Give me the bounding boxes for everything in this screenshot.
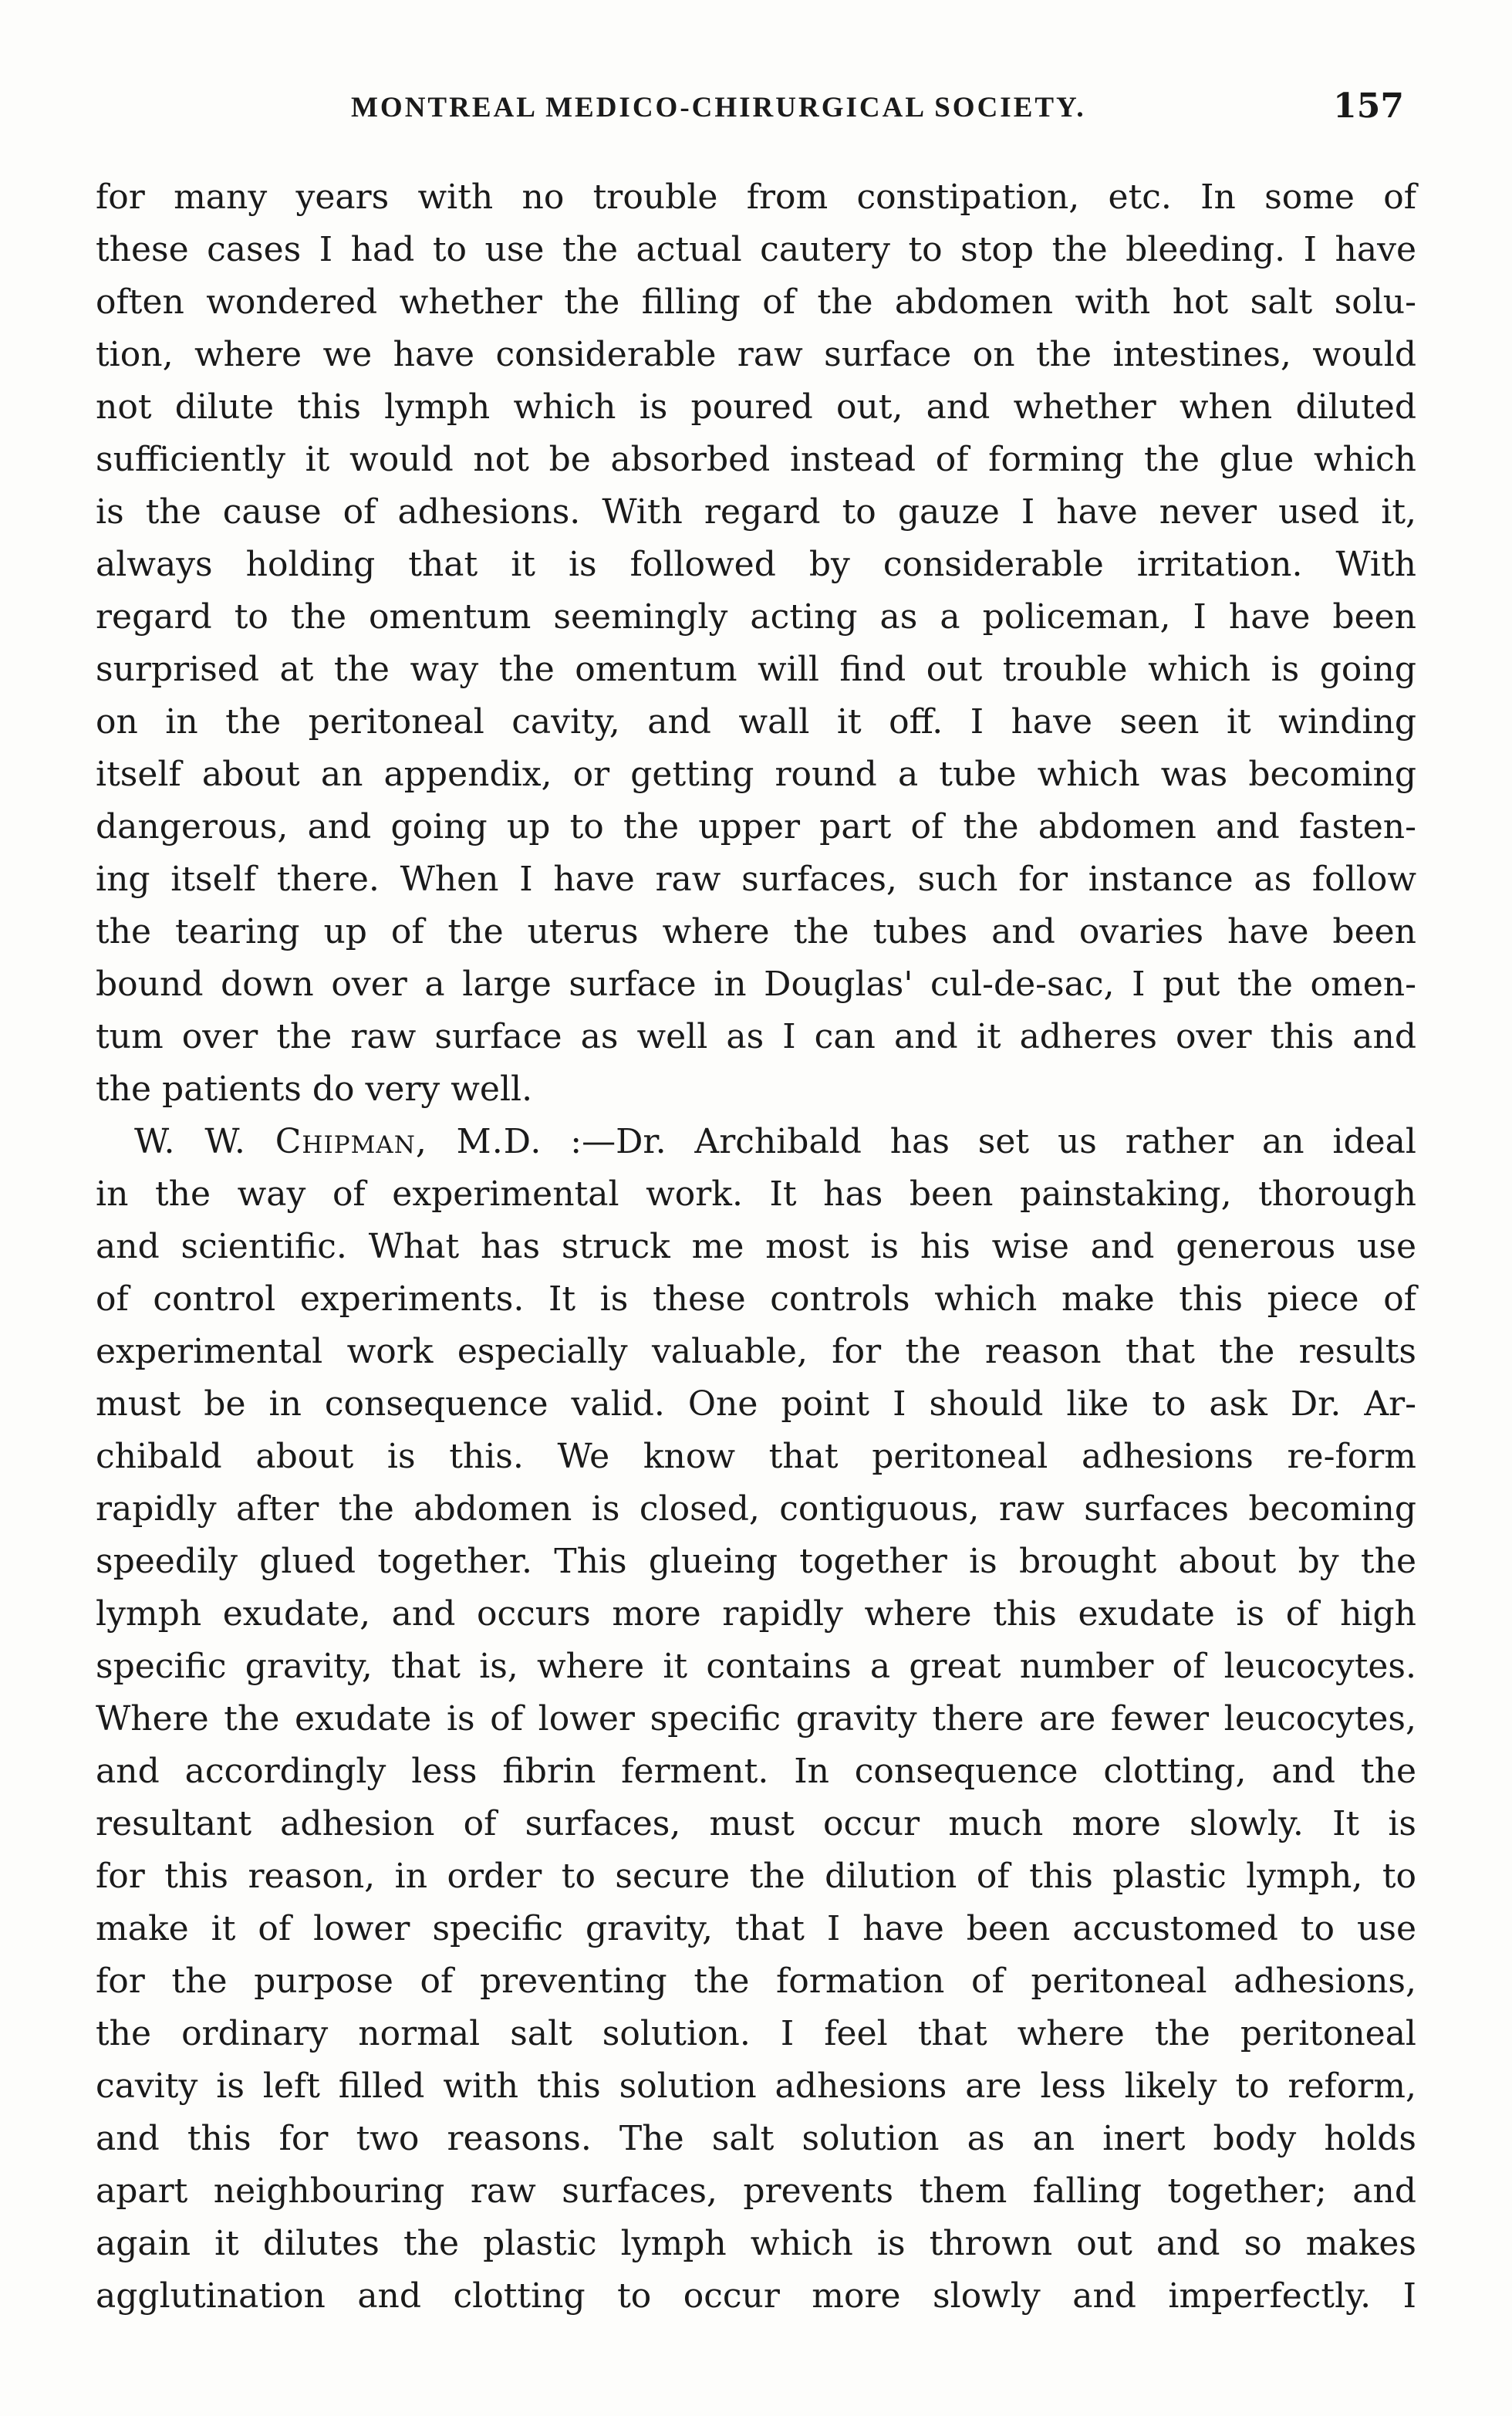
text-line: specific gravity, that is, where it contains a great number of leucocytes. bbox=[96, 1647, 1416, 1686]
text-line: regard to the omentum seemingly acting as a policeman, I have been bbox=[96, 597, 1416, 637]
text-line: itself about an appendix, or getting round a tube which was becoming bbox=[96, 755, 1416, 794]
text-line: surprised at the way the omentum will find out trouble which is going bbox=[96, 650, 1416, 689]
text-line: tum over the raw surface as well as I can and it adheres over this and bbox=[96, 1017, 1416, 1056]
running-title: MONTREAL MEDICO-CHIRURGICAL SOCIETY. bbox=[351, 92, 1086, 123]
text-line: ing itself there. When I have raw surfaces, such for instance as follow bbox=[96, 860, 1416, 899]
text-line: lymph exudate, and occurs more rapidly where this exudate is of high bbox=[96, 1594, 1416, 1634]
text-line: again it dilutes the plastic lymph which is thrown out and so makes bbox=[96, 2224, 1416, 2263]
text-line: of control experiments. It is these controls which make this piece of bbox=[96, 1279, 1416, 1319]
text-line: agglutination and clotting to occur more slowly and imperfectly. I bbox=[96, 2276, 1416, 2316]
text-line: not dilute this lymph which is poured out, and whether when diluted bbox=[96, 387, 1416, 427]
text-line: and scientific. What has struck me most is his wise and generous use bbox=[96, 1227, 1416, 1266]
paragraph-continued bbox=[96, 171, 1416, 1116]
text-line: resultant adhesion of surfaces, must occur much more slowly. It is bbox=[96, 1804, 1416, 1843]
text-line: and this for two reasons. The salt solution as an inert body holds bbox=[96, 2119, 1416, 2158]
speaker-remark: :—Dr. Archibald has set us rather an ideal bbox=[570, 1122, 1416, 1161]
page-number: 157 bbox=[1333, 86, 1404, 126]
text-line: for this reason, in order to secure the dilution of this plastic lymph, to bbox=[96, 1857, 1416, 1896]
text-line: chibald about is this. We know that peritoneal adhesions re-form bbox=[96, 1437, 1416, 1476]
text-line: tion, where we have considerable raw surface on the intestines, would bbox=[96, 335, 1416, 374]
text-line: in the way of experimental work. It has been painstaking, thorough bbox=[96, 1174, 1416, 1214]
running-header bbox=[108, 86, 1419, 137]
text-line: is the cause of adhesions. With regard to gauze I have never used it, bbox=[96, 492, 1416, 532]
text-line: for the purpose of preventing the formation of peritoneal adhesions, bbox=[96, 1962, 1416, 2001]
text-line: cavity is left filled with this solution adhesions are less likely to reform, bbox=[96, 2066, 1416, 2106]
text-line: and accordingly less fibrin ferment. In consequence clotting, and the bbox=[96, 1752, 1416, 1791]
text-line: the tearing up of the uterus where the tubes and ovaries have been bbox=[96, 912, 1416, 951]
text-line bbox=[96, 1116, 1416, 1168]
text-line: Where the exudate is of lower specific gravity there are fewer leucocytes, bbox=[96, 1699, 1416, 1739]
text-line: dangerous, and going up to the upper part of the abdomen and fasten- bbox=[96, 807, 1416, 846]
text-line: often wondered whether the filling of the abdomen with hot salt solu- bbox=[96, 282, 1416, 322]
text-line: apart neighbouring raw surfaces, prevents them falling together; and bbox=[96, 2171, 1416, 2211]
text-line: bound down over a large surface in Douglas' cul-de-sac, I put the omen- bbox=[96, 965, 1416, 1004]
speaker-name: W. W. Chipman, M.D. bbox=[134, 1122, 542, 1161]
paragraph-chipman bbox=[96, 1116, 1416, 2323]
body-text bbox=[96, 171, 1416, 2323]
text-line: make it of lower specific gravity, that I have been accustomed to use bbox=[96, 1909, 1416, 1948]
text-line: the ordinary normal salt solution. I feel that where the peritoneal bbox=[96, 2014, 1416, 2053]
text-line: must be in consequence valid. One point I should like to ask Dr. Ar- bbox=[96, 1384, 1416, 1424]
text-line: always holding that it is followed by considerable irritation. With bbox=[96, 545, 1416, 584]
text-line: rapidly after the abdomen is closed, contiguous, raw surfaces becoming bbox=[96, 1489, 1416, 1529]
text-line: speedily glued together. This glueing together is brought about by the bbox=[96, 1542, 1416, 1581]
text-line: on in the peritoneal cavity, and wall it off. I have seen it winding bbox=[96, 702, 1416, 742]
text-line: the patients do very well. bbox=[96, 1069, 533, 1109]
text-line: sufficiently it would not be absorbed instead of forming the glue which bbox=[96, 440, 1416, 479]
text-line: experimental work especially valuable, for the reason that the results bbox=[96, 1332, 1416, 1371]
text-line: for many years with no trouble from constipation, etc. In some of bbox=[96, 177, 1416, 217]
text-line: these cases I had to use the actual cautery to stop the bleeding. I have bbox=[96, 230, 1416, 269]
